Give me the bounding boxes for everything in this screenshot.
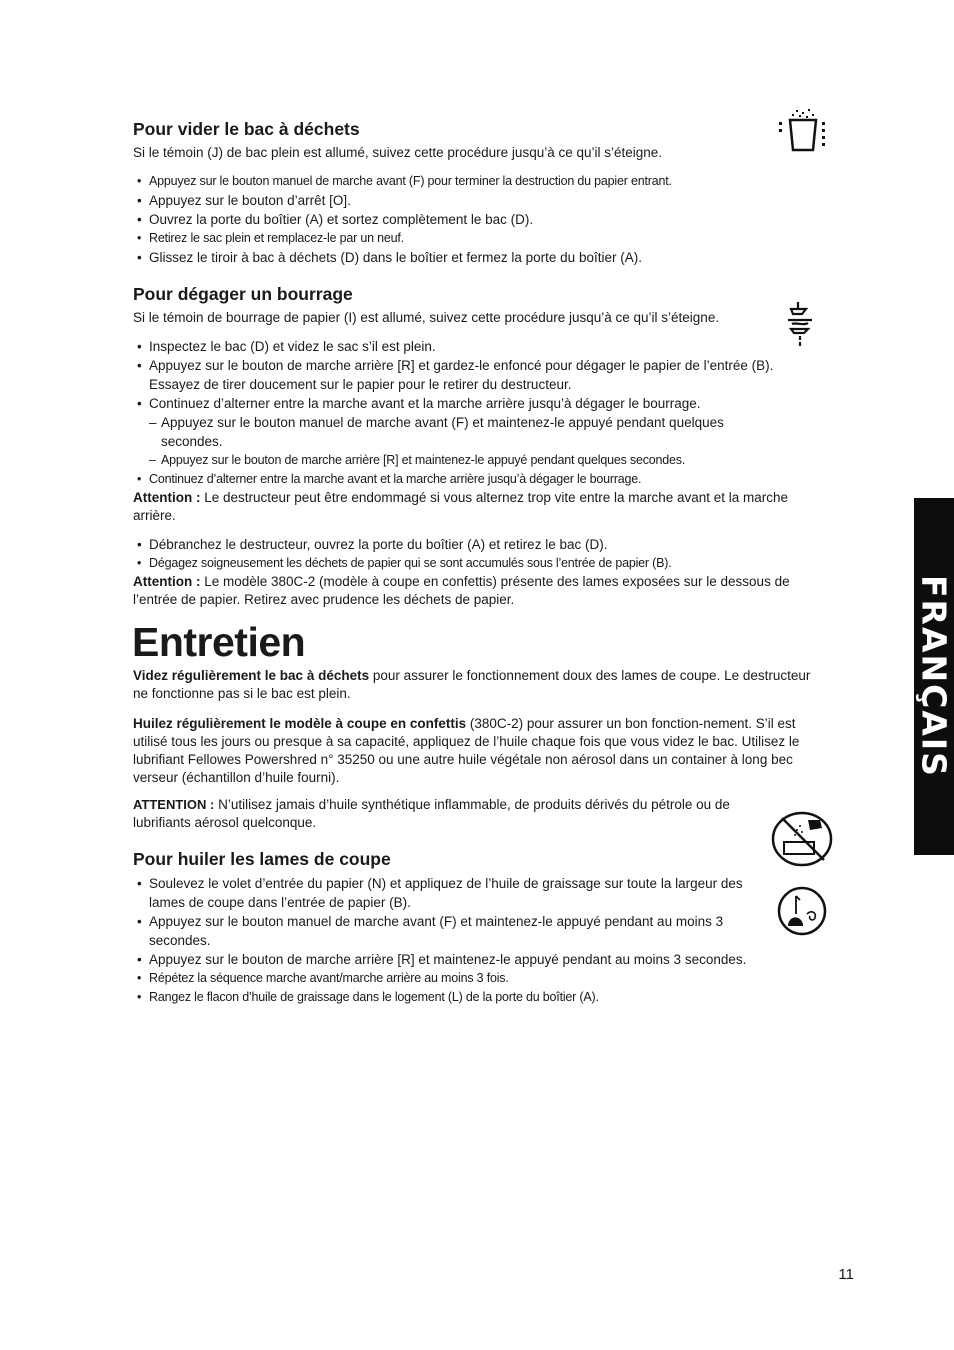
list-item: • Inspectez le bac (D) et videz le sac s’il est plein.	[133, 337, 828, 356]
emphasis: Huilez régulièrement le modèle à coupe en confettis	[133, 716, 467, 731]
paragraph-text: pour assurer le fonctionnement doux des lames de coupe. Le destructeur ne fonctionne pas si le bac est plein.	[133, 668, 811, 701]
language-tab	[914, 498, 954, 855]
list-item: • Continuez d’alterner entre la marche avant et la marche arrière jusqu’à dégager le bourrage.	[133, 394, 769, 413]
list-item: • Appuyez sur le bouton manuel de marche avant (F) pour terminer la destruction du papier entrant.	[133, 172, 828, 191]
list-item: • Appuyez sur le bouton d’arrêt [O].	[133, 191, 828, 210]
attention-label: Attention :	[133, 490, 201, 505]
section-intro-paper-jam: Si le témoin de bourrage de papier (I) est allumé, suivez cette procédure jusqu’à ce qu’il s’éteigne.	[133, 310, 720, 325]
list-item: • Appuyez sur le bouton manuel de marche avant (F) et maintenez-le appuyé pendant au moins 3 secondes.	[133, 912, 769, 950]
section-title-oil-blades: Pour huiler les lames de coupe	[133, 849, 391, 869]
attention-text: Le destructeur peut être endommagé si vous alternez trop vite entre la marche avant et la marche arrière.	[133, 490, 789, 523]
paragraph-text: (380C-2) pour assurer un bon fonction-nement. S’il est utilisé tous les jours ou presque à sa capacité, appliquez de l’huile chaque fois que vous videz le bac. Utilisez le lubrifiant Fellowes Powershred n° 35250 ou une autre huile végétale non aérosol dans un container à long bec verseur (échantillon d’huile fourni).	[133, 716, 800, 785]
language-tab-label: FRANÇAIS	[914, 575, 954, 778]
list-item: • Rangez le flacon d’huile de graissage dans le logement (L) de la porte du boîtier (A).	[133, 988, 828, 1007]
list-item: • Continuez d’alterner entre la marche avant et la marche arrière jusqu’à dégager le bourrage.	[133, 470, 828, 489]
maintenance-warning	[133, 796, 751, 832]
page-number: 11	[838, 1266, 854, 1283]
empty-bin-steps	[133, 172, 828, 267]
list-item: • Répétez la séquence marche avant/marche arrière au moins 3 fois.	[133, 969, 828, 988]
list-item: • Retirez le sac plein et remplacez-le par un neuf.	[133, 229, 828, 248]
warning-text: N’utilisez jamais d’huile synthétique inflammable, de produits dérivés du pétrole ou de lubrifiants aérosol quelconque.	[133, 797, 730, 830]
paper-jam-steps	[133, 337, 828, 489]
attention-note-1	[133, 489, 828, 525]
list-item: • Appuyez sur le bouton de marche arrière [R] et maintenez-le appuyé pendant au moins 3 secondes.	[133, 950, 828, 969]
section-title-paper-jam: Pour dégager un bourrage	[133, 284, 353, 304]
attention-note-2	[133, 573, 828, 609]
list-item: • Soulevez le volet d’entrée du papier (N) et appliquez de l’huile de graissage sur toute la largeur des lames de coupe dans l’entrée de papier (B).	[133, 874, 769, 912]
section-intro-empty-bin: Si le témoin (J) de bac plein est allumé, suivez cette procédure jusqu’à ce qu’il s’éteigne.	[133, 145, 663, 160]
emphasis: Videz régulièrement le bac à déchets	[133, 668, 370, 683]
list-item: • Ouvrez la porte du boîtier (A) et sortez complètement le bac (D).	[133, 210, 828, 229]
page-content	[133, 118, 828, 1007]
maintenance-paragraph-1	[133, 667, 828, 703]
list-item: • Débranchez le destructeur, ouvrez la porte du boîtier (A) et retirez le bac (D).	[133, 535, 828, 554]
list-item: • Appuyez sur le bouton de marche arrière [R] et gardez-le enfoncé pour dégager le papier de l’entrée (B). Essayez de tirer doucement sur le papier pour le retirer du destructeur.	[133, 356, 828, 394]
list-subitem: – Appuyez sur le bouton manuel de marche avant (F) et maintenez-le appuyé pendant quelques secondes.	[133, 413, 781, 451]
maintenance-heading: Entretien	[132, 619, 306, 665]
section-title-empty-bin: Pour vider le bac à déchets	[133, 119, 360, 139]
attention-label: Attention :	[133, 574, 201, 589]
attention-text: Le modèle 380C-2 (modèle à coupe en confettis) présente des lames exposées sur le dessous de l’entrée de papier. Retirez avec prudence les déchets de papier.	[133, 574, 790, 607]
warning-label: ATTENTION :	[133, 797, 215, 812]
maintenance-paragraph-2	[133, 715, 828, 787]
list-item: • Dégagez soigneusement les déchets de papier qui se sont accumulés sous l’entrée de papier (B).	[133, 554, 828, 573]
list-item: • Glissez le tiroir à bac à déchets (D) dans le boîtier et fermez la porte du boîtier (A).	[133, 248, 828, 267]
list-subitem: – Appuyez sur le bouton de marche arrière [R] et maintenez-le appuyé pendant quelques secondes.	[133, 451, 828, 470]
paper-jam-steps-2	[133, 535, 828, 573]
oil-steps	[133, 874, 828, 1007]
